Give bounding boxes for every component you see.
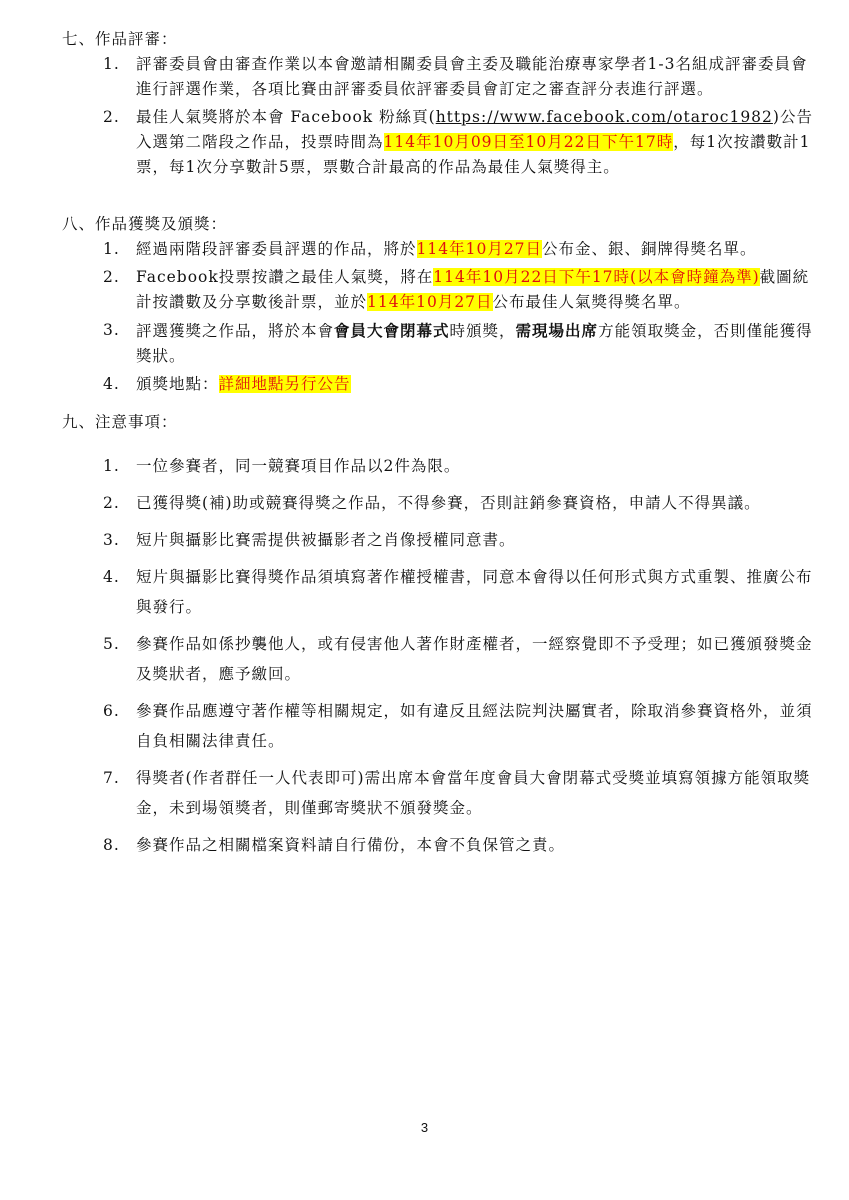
text-run: 參賽作品應遵守著作權等相關規定，如有違反且經法院判決屬實者，除取消參賽資格外，並須自負相關法律責任。 <box>136 702 813 750</box>
text-run: 頒獎地點： <box>136 375 219 393</box>
section-notes <box>62 409 822 867</box>
item-number: 6. <box>103 702 120 720</box>
section-title: 九、注意事項： <box>62 413 178 431</box>
list-item <box>62 763 822 823</box>
item-number: 1. <box>103 55 120 73</box>
item-number: 1. <box>103 457 120 475</box>
text-run: ，每1次按讚數計1票，每1次分享數計5票，票數合計最高的作品為最佳人氣獎得主。 <box>136 133 811 176</box>
text-run: 參賽作品之相關檔案資料請自行備份，本會不負保管之責。 <box>136 836 566 854</box>
text-run: 參賽作品如係抄襲他人，或有侵害他人著作財產權者，一經察覺即不予受理；如已獲頒發獎金及獎狀者，應予繳回。 <box>136 635 813 683</box>
text-run: 一位參賽者，同一競賽項目作品以2件為限。 <box>136 457 461 475</box>
item-number: 8. <box>103 836 120 854</box>
text-run: 時頒獎， <box>449 322 516 340</box>
section-judging <box>62 26 822 183</box>
item-number: 1. <box>103 240 120 258</box>
text-run: 評選獲獎之作品，將於本會 <box>136 322 335 340</box>
item-text <box>136 531 516 549</box>
item-number: 2. <box>103 494 120 512</box>
highlighted-text: 114年10月09日至10月22日下午17時 <box>383 133 674 151</box>
item-text <box>136 568 813 616</box>
item-text <box>136 108 813 176</box>
text-run: 方能領取獎金，否則僅能獲得獎狀。 <box>136 322 813 365</box>
section-awards <box>62 211 822 400</box>
item-number: 2. <box>103 108 120 126</box>
list-item <box>62 562 822 622</box>
text-run: Facebook投票按讚之最佳人氣獎，將在 <box>136 268 434 286</box>
text-run: 評審委員會由審查作業以本會邀請相關委員會主委及職能治療專家學者1-3名組成評審委員會進行評選作業，各項比賽由評審委員依評審委員會訂定之審查評分表進行評選。 <box>136 55 808 98</box>
text-run: 公布金、銀、銅牌得獎名單。 <box>542 240 757 258</box>
list-item <box>62 318 822 369</box>
item-text <box>136 268 809 311</box>
item-text <box>136 457 460 475</box>
item-text <box>136 769 810 817</box>
item-text <box>136 836 565 854</box>
text-run: 已獲得獎(補)助或競賽得獎之作品，不得參賽，否則註銷參賽資格，申請人不得異議。 <box>136 494 761 512</box>
text-run: 短片與攝影比賽需提供被攝影者之肖像授權同意書。 <box>136 531 516 549</box>
item-number: 3. <box>103 531 120 549</box>
bold-text: 需現場出席 <box>515 321 599 340</box>
item-number: 4. <box>103 375 120 393</box>
highlighted-text: 詳細地點另行公告 <box>218 375 351 393</box>
item-number: 2. <box>103 268 120 286</box>
highlighted-text: 114年10月27日 <box>416 240 543 258</box>
text-run: 得獎者(作者群任一人代表即可)需出席本會當年度會員大會閉幕式受獎並填寫領據方能領取獎金，未到場領獎者，則僅郵寄獎狀不頒發獎金。 <box>136 769 811 817</box>
list-item <box>62 830 822 860</box>
text-run: 公布最佳人氣獎得獎名單。 <box>492 293 691 311</box>
text-run: 短片與攝影比賽得獎作品須填寫著作權授權書，同意本會得以任何形式與方式重製、推廣公布與發行。 <box>136 568 813 616</box>
item-number: 5. <box>103 635 120 653</box>
item-text <box>136 322 813 365</box>
list-item <box>62 265 822 315</box>
item-text <box>136 635 813 683</box>
list-item <box>62 488 822 518</box>
item-number: 3. <box>103 321 120 339</box>
text-run: 最佳人氣獎將於本會 Facebook 粉絲頁( <box>136 108 436 126</box>
list-item <box>62 696 822 756</box>
highlighted-text: 114年10月27日 <box>367 293 493 311</box>
item-text <box>136 375 351 393</box>
item-number: 7. <box>103 769 120 787</box>
list-item <box>62 105 822 180</box>
bold-text: 會員大會閉幕式 <box>334 321 450 340</box>
list-item <box>62 525 822 555</box>
text-run: 經過兩階段評審委員評選的作品，將於 <box>136 240 417 258</box>
item-text <box>136 55 807 98</box>
section-title: 七、作品評審： <box>62 30 178 48</box>
section-title: 八、作品獲獎及頒獎： <box>62 215 228 233</box>
list-item <box>62 52 822 102</box>
page-number: 3 <box>420 1120 429 1135</box>
item-text <box>136 494 761 512</box>
link-text[interactable]: https://www.facebook.com/otaroc1982 <box>435 108 773 126</box>
text-run: )公告入選第二階段之作品，投票時間為 <box>136 108 813 151</box>
text-run: 截圖統計按讚數及分享數後計票，並於 <box>136 268 810 311</box>
highlighted-text: 114年10月22日下午17時(以本會時鐘為準) <box>433 268 760 286</box>
list-item <box>62 372 822 397</box>
item-text <box>136 702 813 750</box>
item-text <box>136 240 757 258</box>
list-item <box>62 237 822 262</box>
list-item <box>62 629 822 689</box>
list-item <box>62 451 822 481</box>
item-number: 4. <box>103 568 120 586</box>
